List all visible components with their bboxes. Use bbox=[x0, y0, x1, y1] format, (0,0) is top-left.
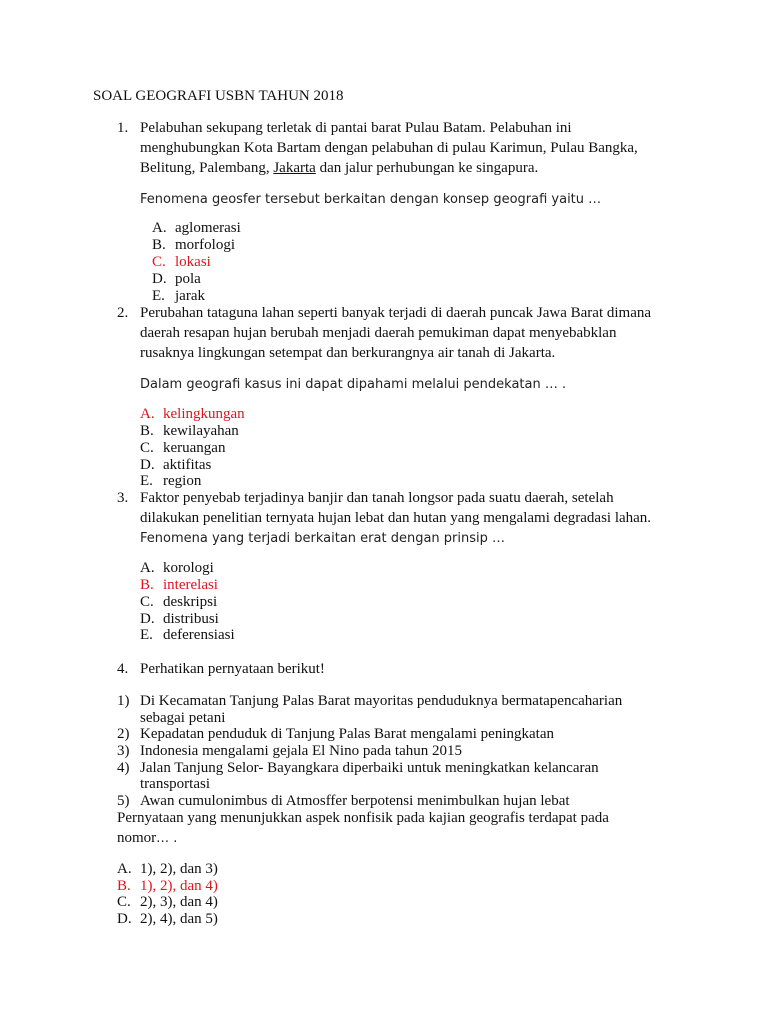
statement-number: 2) bbox=[117, 726, 130, 742]
q2-option-e-text: region bbox=[163, 473, 202, 489]
q2-stem: Dalam geografi kasus ini dapat dipahami melalui pendekatan … . bbox=[140, 377, 567, 392]
q4-option-a-letter: A. bbox=[117, 861, 132, 877]
q1-option-c-text-answer: lokasi bbox=[175, 254, 211, 270]
q2-option-b-text: kewilayahan bbox=[163, 423, 239, 439]
statement-text: Indonesia mengalami gejala El Nino pada tahun 2015 bbox=[140, 743, 462, 759]
q1-option-b-text: morfologi bbox=[175, 237, 235, 253]
jakarta-underlined-text: Jakarta bbox=[273, 160, 316, 176]
statement-text: Kepadatan penduduk di Tanjung Palas Barat mengalami peningkatan bbox=[140, 726, 554, 742]
q1-option-c-letter: C. bbox=[152, 254, 166, 270]
q1-text-line: Pelabuhan sekupang terletak di pantai barat Pulau Batam. Pelabuhan ini bbox=[140, 120, 572, 136]
statement-number: 5) bbox=[117, 793, 130, 809]
q1-option-d-letter: D. bbox=[152, 271, 167, 287]
q2-option-a-letter: A. bbox=[140, 406, 155, 422]
q3-number: 3. bbox=[117, 490, 129, 506]
q1-option-e-text: jarak bbox=[175, 288, 205, 304]
q3-text-line: Faktor penyebab terjadinya banjir dan tanah longsor pada suatu daerah, setelah bbox=[140, 490, 614, 506]
statement-text: Awan cumulonimbus di Atmosffer berpotensi menimbulkan hujan lebat bbox=[140, 793, 570, 809]
q3-option-c-letter: C. bbox=[140, 594, 154, 610]
q4-option-c-text: 2), 3), dan 4) bbox=[140, 894, 218, 910]
q2-number: 2. bbox=[117, 305, 129, 321]
q3-option-a-text: korologi bbox=[163, 560, 214, 576]
statement-number: 1) bbox=[117, 693, 130, 709]
q4-option-a-text: 1), 2), dan 3) bbox=[140, 861, 218, 877]
q2-text-line: Perubahan tataguna lahan seperti banyak terjadi di daerah puncak Jawa Barat dimana bbox=[140, 305, 652, 321]
q2-option-d-text: aktifitas bbox=[163, 457, 212, 473]
q1-text-line bbox=[140, 161, 538, 176]
statement-text: transportasi bbox=[140, 776, 210, 792]
q4-question-line: Pernyataan yang menunjukkan aspek nonfisik pada kajian geografis terdapat pada bbox=[117, 810, 609, 826]
q3-text-line: dilakukan penelitian ternyata hujan lebat dan hutan yang mengalami degradasi lahan. bbox=[140, 510, 652, 526]
statement-number: 3) bbox=[117, 743, 130, 759]
q3-option-a-letter: A. bbox=[140, 560, 155, 576]
q1-option-e-letter: E. bbox=[152, 288, 165, 304]
q2-text-line: rusaknya lingkungan setempat dan berkurangnya air tanah di Jakarta. bbox=[140, 345, 556, 361]
q3-option-e-text: deferensiasi bbox=[163, 627, 235, 643]
q2-text-line: daerah resapan hujan berubah menjadi daerah pemukiman dapat menyebabklan bbox=[140, 325, 617, 341]
q4-question-line bbox=[117, 831, 177, 846]
q1-option-a-letter: A. bbox=[152, 220, 167, 236]
q4-option-d-text: 2), 4), dan 5) bbox=[140, 911, 218, 927]
page-title: SOAL GEOGRAFI USBN TAHUN 2018 bbox=[93, 88, 344, 104]
q4-option-d-letter: D. bbox=[117, 911, 132, 927]
q1-number: 1. bbox=[117, 120, 129, 136]
q3-option-b-text-answer: interelasi bbox=[163, 577, 218, 593]
q3-option-d-text: distribusi bbox=[163, 611, 219, 627]
q1-text-part: dan jalur perhubungan ke singapura. bbox=[315, 160, 539, 176]
q1-option-d-text: pola bbox=[175, 271, 201, 287]
q4-intro: Perhatikan pernyataan berikut! bbox=[140, 661, 325, 677]
q3-option-c-text: deskripsi bbox=[163, 594, 218, 610]
statement-text: Jalan Tanjung Selor- Bayangkara diperbaiki untuk meningkatkan kelancaran bbox=[140, 760, 599, 776]
q4-option-b-text-answer: 1), 2), dan 4) bbox=[140, 878, 218, 894]
q2-option-c-letter: C. bbox=[140, 440, 154, 456]
q4-question-ellipsis: … . bbox=[156, 831, 178, 846]
q2-option-b-letter: B. bbox=[140, 423, 154, 439]
q4-question-text: nomor bbox=[117, 830, 157, 846]
q1-stem: Fenomena geosfer tersebut berkaitan dengan konsep geografi yaitu … bbox=[140, 192, 602, 207]
q3-stem: Fenomena yang terjadi berkaitan erat dengan prinsip … bbox=[140, 531, 505, 546]
statement-text: sebagai petani bbox=[140, 710, 226, 726]
q2-option-e-letter: E. bbox=[140, 473, 153, 489]
q1-option-a-text: aglomerasi bbox=[175, 220, 241, 236]
q3-option-e-letter: E. bbox=[140, 627, 153, 643]
q1-option-b-letter: B. bbox=[152, 237, 166, 253]
q4-option-c-letter: C. bbox=[117, 894, 131, 910]
q1-text-line: menghubungkan Kota Bartam dengan pelabuhan di pulau Karimun, Pulau Bangka, bbox=[140, 140, 638, 156]
q2-option-c-text: keruangan bbox=[163, 440, 226, 456]
q3-option-b-letter: B. bbox=[140, 577, 154, 593]
statement-text: Di Kecamatan Tanjung Palas Barat mayoritas penduduknya bermatapencaharian bbox=[140, 693, 623, 709]
q2-option-a-text-answer: kelingkungan bbox=[163, 406, 245, 422]
q4-option-b-letter: B. bbox=[117, 878, 131, 894]
q3-option-d-letter: D. bbox=[140, 611, 155, 627]
q1-text-part: Belitung, Palembang, bbox=[140, 160, 274, 176]
q4-number: 4. bbox=[117, 661, 129, 677]
statement-number: 4) bbox=[117, 760, 130, 776]
q2-option-d-letter: D. bbox=[140, 457, 155, 473]
